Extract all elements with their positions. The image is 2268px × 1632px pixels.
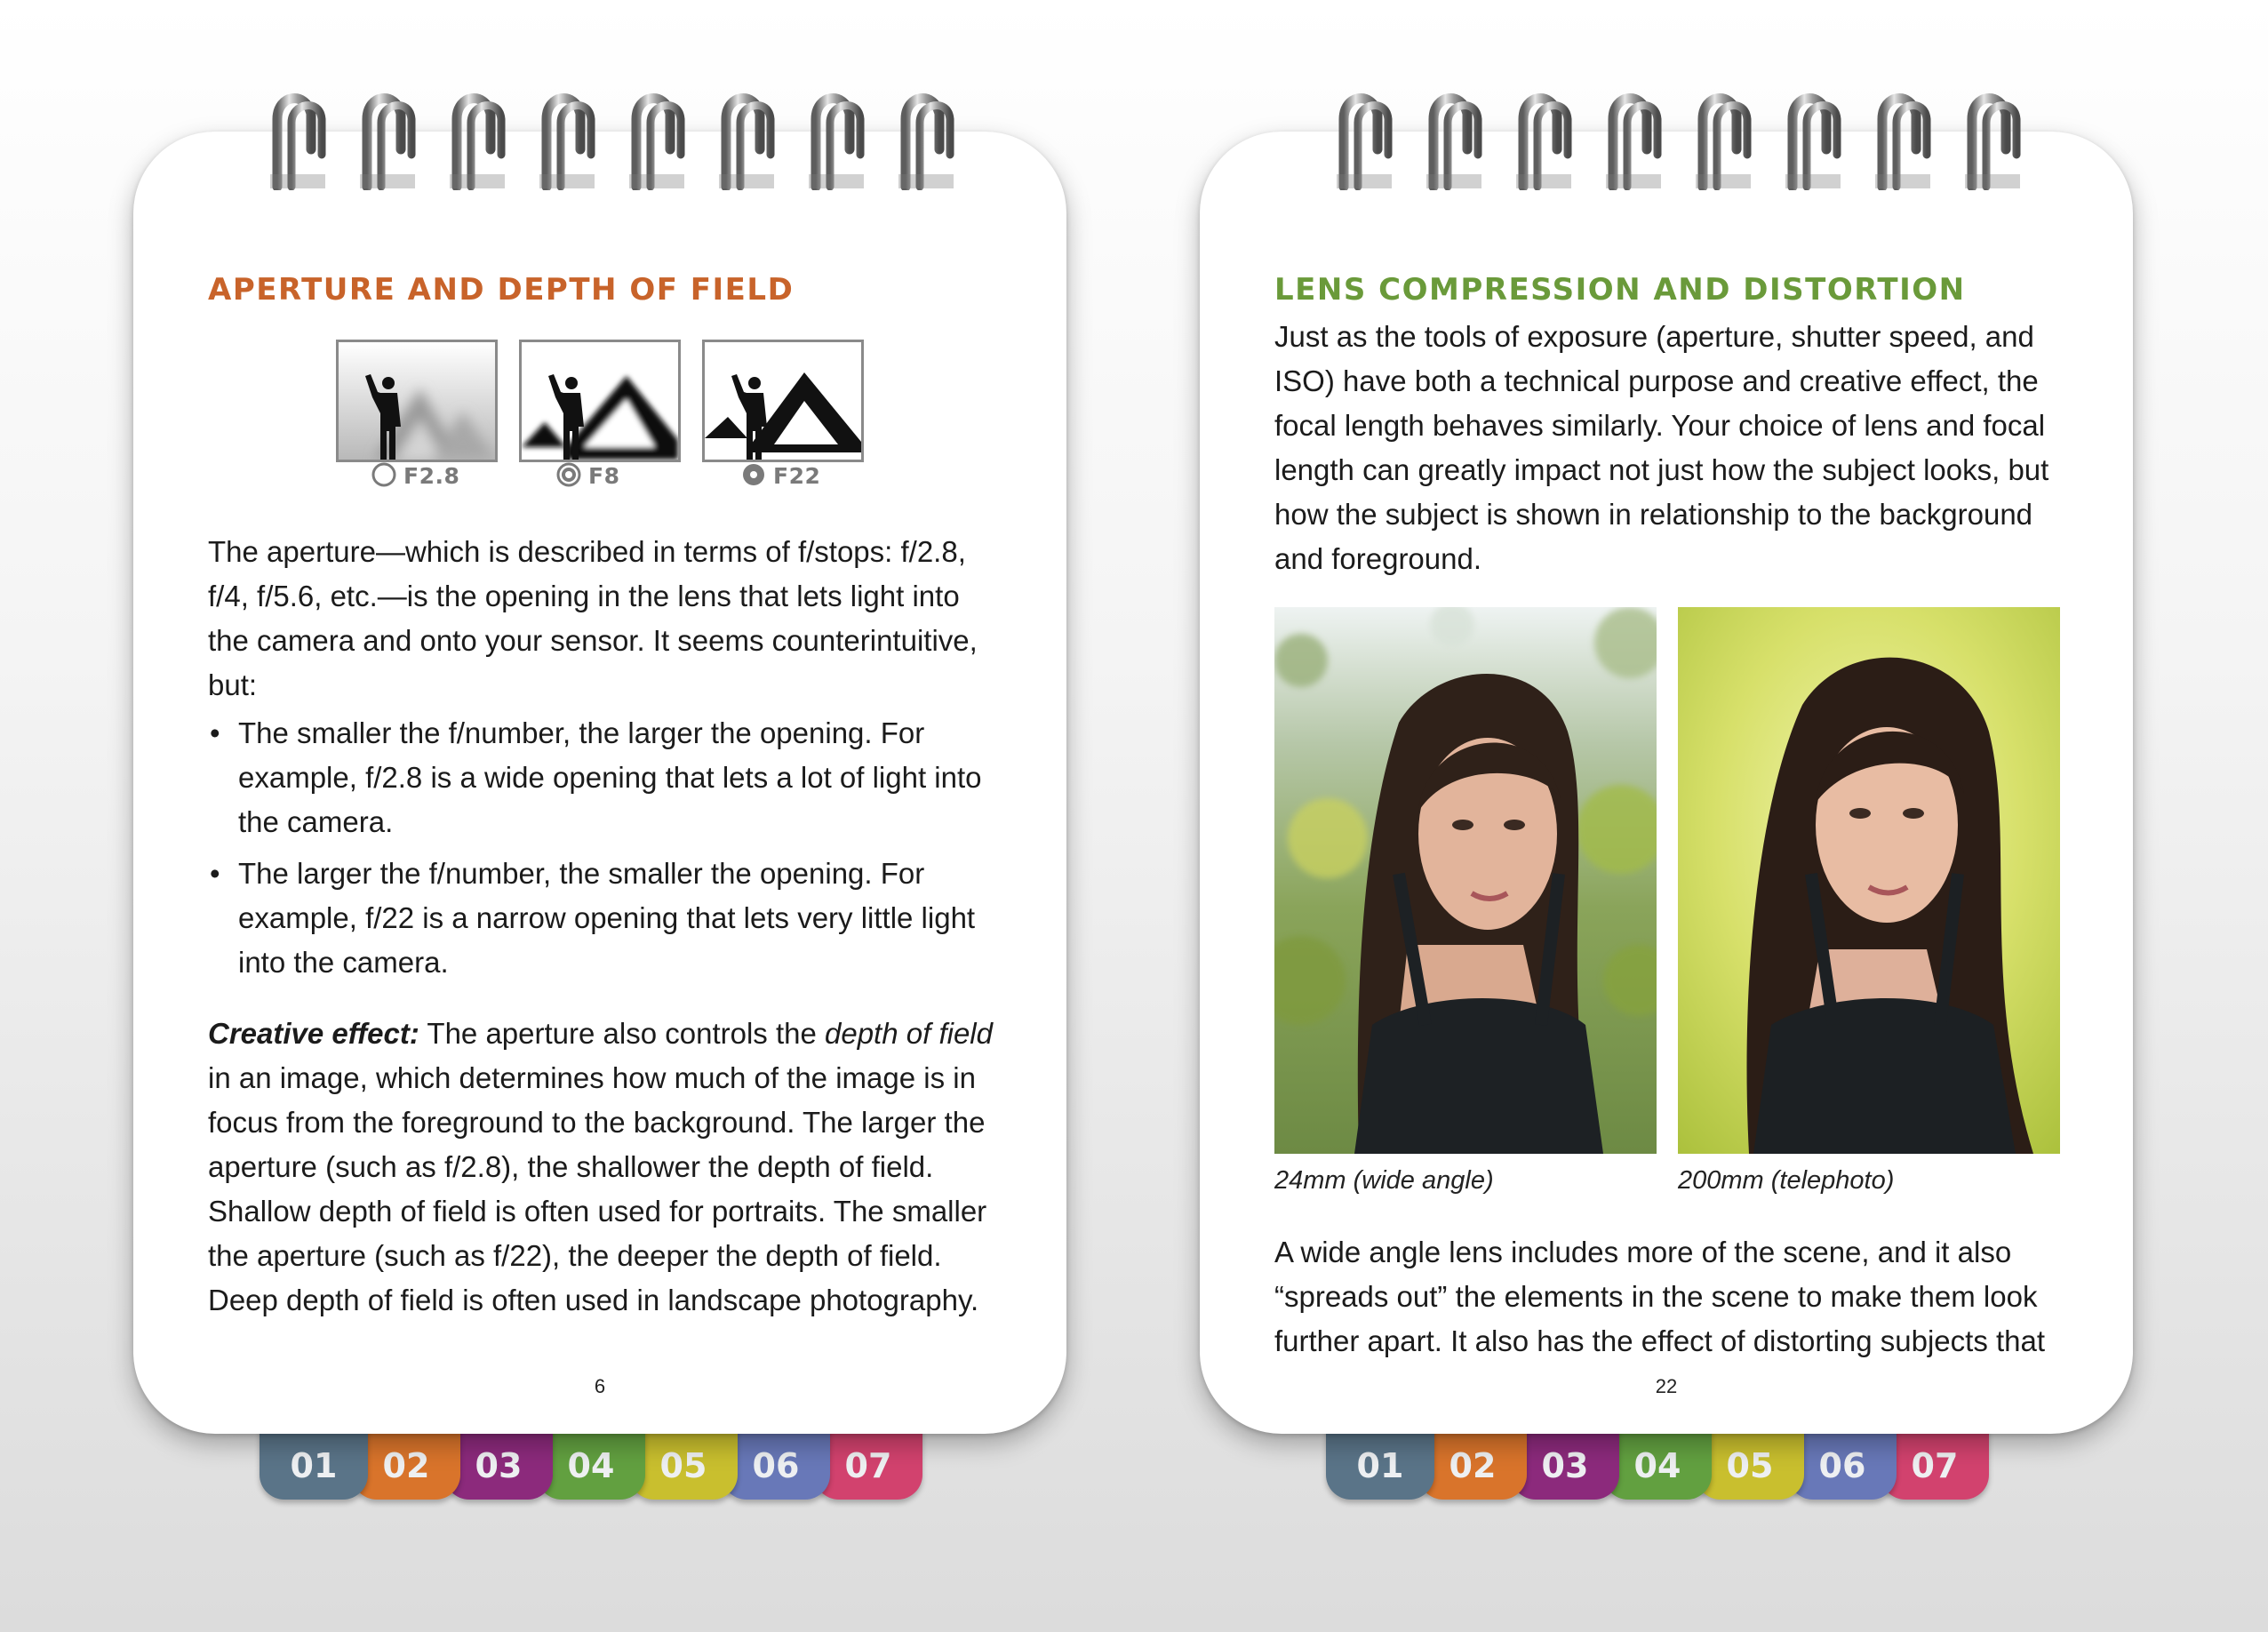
shallow-dof-illustration [336,340,498,462]
spiral-ring [1694,87,1753,190]
bullet-text: The larger the f/number, the smaller the opening. For example, f/22 is a narrow opening that lets very little light into the camera. [238,857,976,979]
creative-text-start: The aperture also controls the [419,1017,825,1050]
spiral-ring [1784,87,1842,190]
spiral-ring [268,87,327,190]
chapter-tab-05[interactable]: 05 [629,1427,738,1500]
spiral-ring [538,87,596,190]
chapter-tab-07[interactable]: 07 [1881,1427,1989,1500]
chapter-tab-03[interactable]: 03 [444,1427,553,1500]
aperture-bullet-list [208,711,1008,992]
chapter-tab-04[interactable]: 04 [1603,1427,1712,1500]
spiral-ring [1873,87,1932,190]
telephoto-portrait-photo [1678,607,2060,1154]
deep-dof-illustration [702,340,864,462]
list-item [208,852,1008,985]
right-page-card [1200,132,2133,1434]
page-number: 22 [1655,1375,1678,1397]
aperture-intro-paragraph: The aperture—which is described in terms of f/stops: f/2.8, f/4, f/5.6, etc.—is the opening in the lens that lets light into the camera and onto your sensor. It seems counterintuitive, but: [208,535,978,701]
creative-effect-label: Creative effect: [208,1017,419,1050]
spiral-ring [1604,87,1663,190]
wide-angle-portrait-photo [1274,607,1657,1154]
spiral-binding [133,87,1066,194]
left-page-card [133,132,1066,1434]
spiral-ring [897,87,955,190]
spiral-ring [807,87,866,190]
spiral-ring [1514,87,1573,190]
chapter-tab-02[interactable]: 02 [352,1427,460,1500]
wide-aperture-icon [371,462,396,487]
spiral-binding [1200,87,2133,194]
aperture-label-f22 [741,462,820,489]
chapter-tab-07[interactable]: 07 [814,1427,922,1500]
creative-emphasis: depth of field [825,1017,993,1050]
wide-angle-paragraph: A wide angle lens includes more of the scene, and it also “spreads out” the elements in the scene to make them look further apart. It also has the effect of distorting subjects that [1274,1236,2046,1357]
chapter-tab-04[interactable]: 04 [537,1427,645,1500]
page-number: 6 [594,1375,606,1397]
bullet-marker: • [210,857,220,890]
aperture-label-text: F22 [773,463,821,489]
list-item [208,711,1008,844]
spiral-ring [717,87,776,190]
bullet-marker: • [210,716,220,749]
aperture-label-f8 [556,462,619,489]
telephoto-caption: 200mm (telephoto) [1678,1166,1895,1195]
spiral-ring [1963,87,2022,190]
narrow-aperture-icon [741,462,766,487]
medium-dof-illustration [519,340,681,462]
spiral-ring [358,87,417,190]
wide-angle-caption: 24mm (wide angle) [1274,1166,1494,1195]
chapter-tab-05[interactable]: 05 [1696,1427,1804,1500]
creative-effect-paragraph [208,1012,1008,1323]
chapter-tab-06[interactable]: 06 [722,1427,830,1500]
left-page-heading: APERTURE AND DEPTH OF FIELD [208,272,795,308]
chapter-tab-02[interactable]: 02 [1418,1427,1527,1500]
right-page-heading: LENS COMPRESSION AND DISTORTION [1274,272,1966,308]
chapter-tab-01[interactable]: 01 [260,1427,368,1500]
aperture-label-f2-8 [371,462,459,489]
spiral-ring [448,87,507,190]
bullet-text: The smaller the f/number, the larger the opening. For example, f/2.8 is a wide opening that lets a lot of light into the camera. [238,716,982,838]
spiral-ring [1425,87,1483,190]
lens-intro-paragraph: Just as the tools of exposure (aperture, shutter speed, and ISO) have both a technical purpose and creative effect, the focal length behaves similarly. Your choice of lens and focal length can greatly impact not just how the subject looks, but how the subject is shown in relationship to the background and foreground. [1274,320,2049,575]
chapter-tab-01[interactable]: 01 [1326,1427,1434,1500]
spiral-ring [627,87,686,190]
aperture-label-text: F8 [588,463,620,489]
spiral-ring [1335,87,1394,190]
medium-aperture-icon [556,462,581,487]
chapter-tab-06[interactable]: 06 [1788,1427,1897,1500]
chapter-tab-03[interactable]: 03 [1511,1427,1619,1500]
aperture-label-text: F2.8 [403,463,460,489]
creative-text-end: in an image, which determines how much of the image is in focus from the foreground to the background. The larger the aperture (such as f/2.8), the shallower the depth of field. Shallow depth of field is often used for portraits. The smaller the aperture (such as f/22), the deeper the depth of field. Deep depth of field is often used in landscape photography. [208,1061,987,1316]
